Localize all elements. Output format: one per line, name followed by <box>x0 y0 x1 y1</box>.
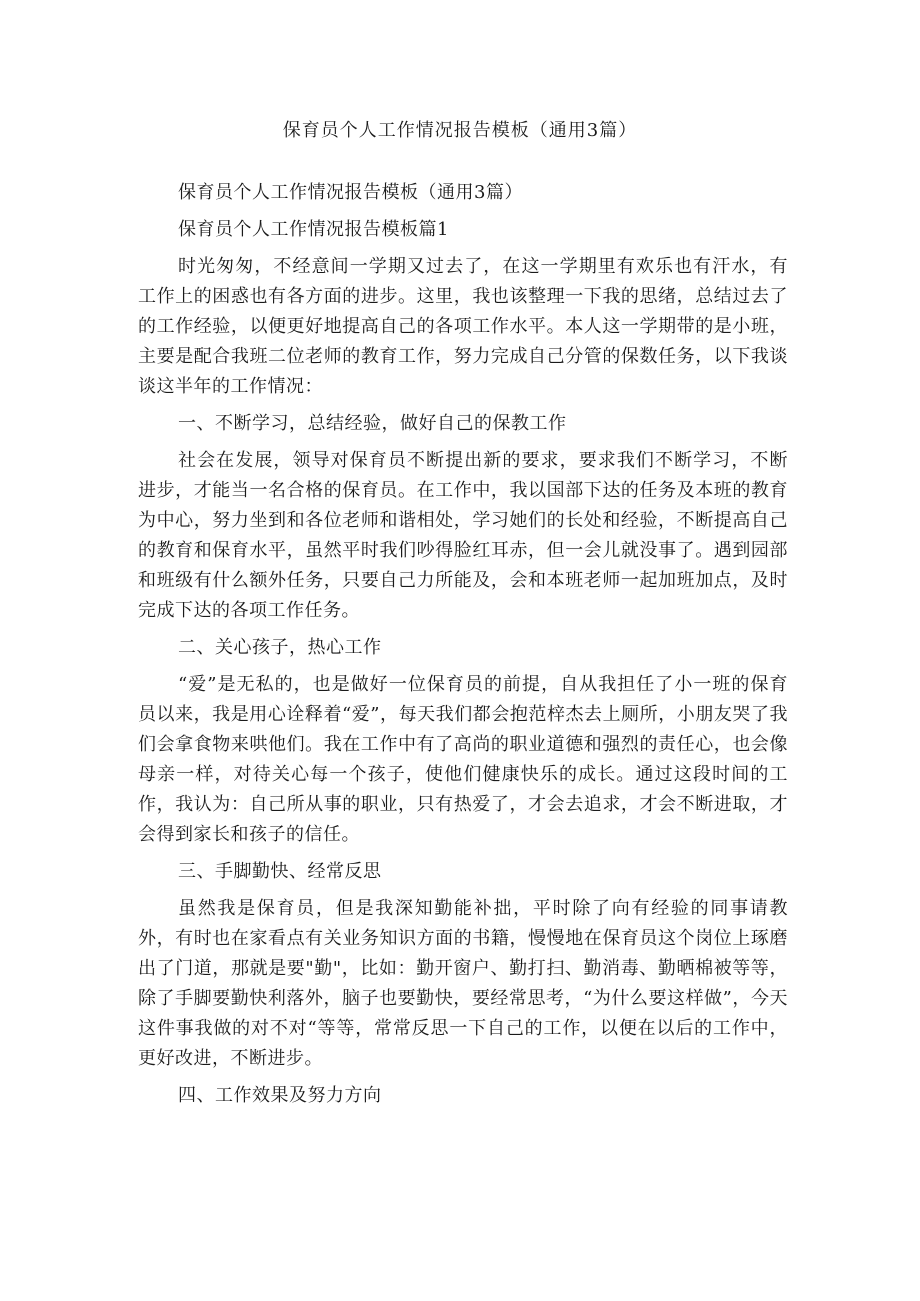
document-body <box>138 178 788 1118</box>
section-heading: 四、工作效果及努力方向 <box>178 1085 382 1106</box>
body-paragraph: 时光匆匆，不经意间一学期又过去了，在这一学期里有欢乐也有汗水，有工作上的困惑也有各方面的进步。这里，我也该整理一下我的思绪，总结过去了的工作经验，以便更好地提高自己的各项工作水平。本人这一学期带的是小班，主要是配合我班二位老师的教育工作，努力完成自己分管的保数任务，以下我谈谈这半年的工作情况： <box>138 256 788 397</box>
body-paragraph: 社会在发展，领导对保育员不断提出新的要求，要求我们不断学习，不断进步，才能当一名合格的保育员。在工作中，我以国部下达的任务及本班的教育为中心，努力坐到和各位老师和谐相处，学习她们的长处和经验，不断提高自己的教育和保育水平，虽然平时我们吵得脸红耳赤，但一会儿就没事了。遇到园部和班级有什么额外任务，只要自己力所能及，会和本班老师一起加班加点，及时完成下达的各项工作任务。 <box>138 450 788 621</box>
section-heading: 二、关心孩子，热心工作 <box>178 637 382 658</box>
section-heading: 一、不断学习，总结经验，做好自己的保教工作 <box>178 413 567 434</box>
section-heading: 三、手脚勤快、经常反思 <box>178 861 382 882</box>
section-title-paragraph: 保育员个人工作情况报告模板篇1 <box>178 219 449 240</box>
subtitle-paragraph: 保育员个人工作情况报告模板（通用3篇） <box>178 182 523 203</box>
document-title: 保育员个人工作情况报告模板（通用3篇） <box>282 120 638 141</box>
body-paragraph: 虽然我是保育员，但是我深知勤能补拙，平时除了向有经验的同事请教外，有时也在家看点有关业务知识方面的书籍，慢慢地在保育员这个岗位上琢磨出了门道，那就是要"勤"，比如：勤开窗户、勤打扫、勤消毒、勤晒棉被等等，除了手脚要勤快利落外，脑子也要勤快，要经常思考，“为什么要这样做”，今天这件事我做的对不对“等等，常常反思一下自己的工作，以便在以后的工作中，更好改进，不断进步。 <box>138 898 788 1069</box>
body-paragraph: “爱”是无私的，也是做好一位保育员的前提，自从我担任了小一班的保育员以来，我是用心诠释着“爱”，每天我们都会抱范梓杰去上厕所，小朋友哭了我们会拿食物来哄他们。我在工作中有了高尚的职业道德和强烈的责任心，也会像母亲一样，对待关心每一个孩子，使他们健康快乐的成长。通过这段时间的工作，我认为：自己所从事的职业，只有热爱了，才会去追求，才会不断进取，才会得到家长和孩子的信任。 <box>138 674 788 845</box>
